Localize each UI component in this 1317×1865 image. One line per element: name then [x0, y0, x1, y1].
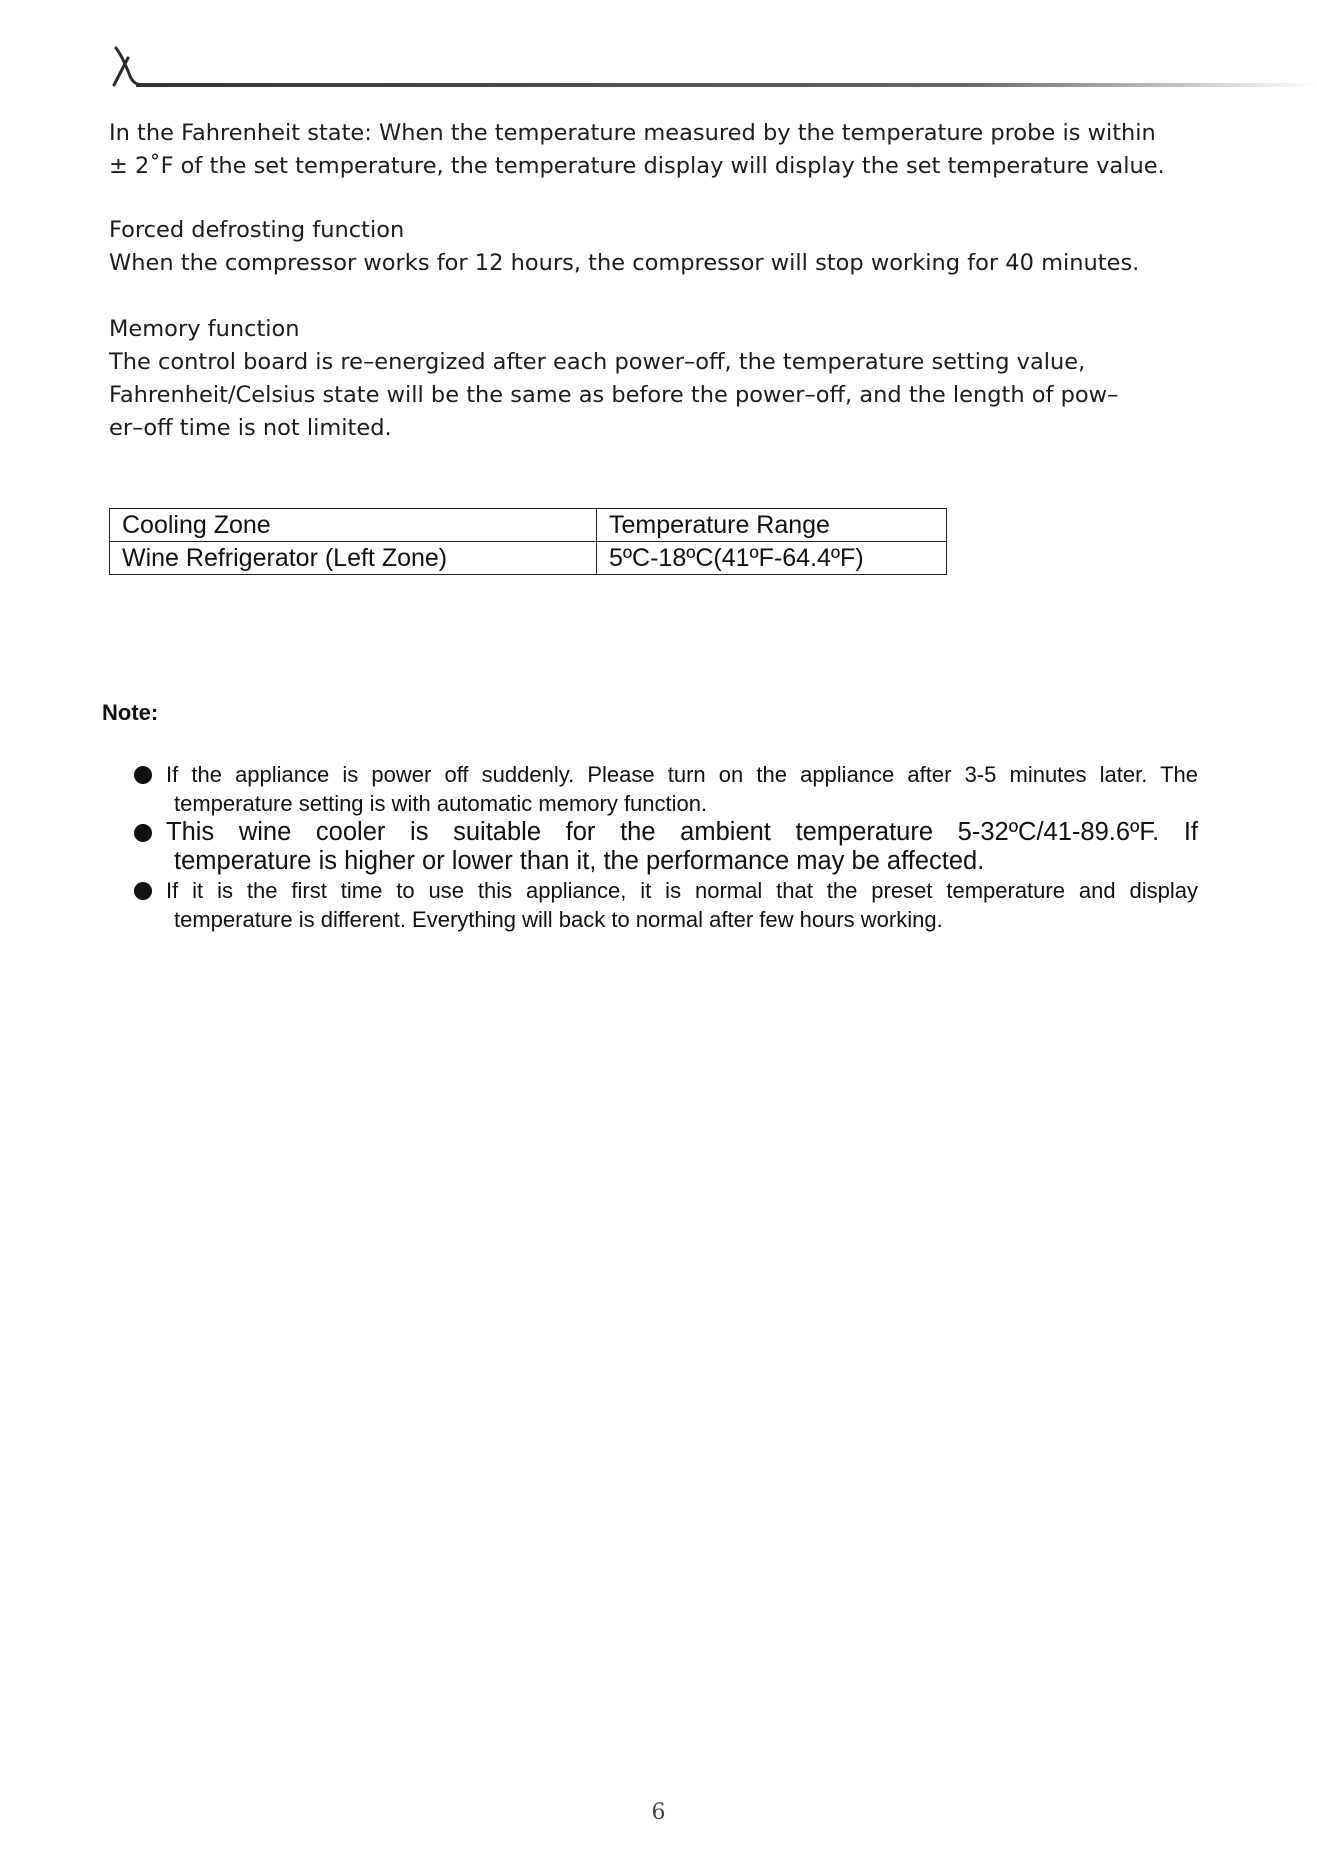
memory-line-2: Fahrenheit/Celsius state will be the same as before the power–off, and the length of pow–: [109, 382, 1119, 408]
note-3-line-2: temperature is different. Everything will back to normal after few hours working.: [174, 907, 943, 932]
defrost-title: Forced defrosting function: [109, 217, 405, 243]
fahrenheit-line-2: ± 2˚F of the set temperature, the temperature display will display the set temperature value.: [109, 153, 1165, 179]
page-number: 6: [651, 1800, 666, 1825]
list-item: [134, 818, 1198, 876]
temperature-range-table: [109, 508, 947, 575]
defrost-section: [109, 214, 1199, 280]
note-1-line-1: If the appliance is power off suddenly. Please turn on the appliance after 3-5 minutes later. The: [166, 762, 1198, 787]
note-1-line-2: temperature setting is with automatic memory function.: [174, 791, 708, 816]
note-title: Note:: [102, 700, 159, 725]
note-list: [134, 760, 1198, 934]
table-cell-range: 5ºC-18ºC(41ºF-64.4ºF): [597, 542, 947, 575]
note-3-line-1: If it is the first time to use this appliance, it is normal that the preset temperature and display: [166, 878, 1198, 903]
note-2-line-2: temperature is higher or lower than it, the performance may be affected.: [174, 847, 985, 875]
memory-section: [109, 313, 1199, 445]
brand-logo-icon: [114, 48, 144, 85]
list-item: [134, 760, 1198, 818]
table-header-cell: Cooling Zone: [110, 509, 597, 542]
memory-line-1: The control board is re–energized after each power–off, the temperature setting value,: [109, 349, 1086, 375]
table-cell-zone: Wine Refrigerator (Left Zone): [110, 542, 597, 575]
table-row: [110, 542, 947, 575]
page-header: [108, 44, 1317, 90]
bullet-icon: [134, 824, 152, 842]
bullet-icon: [134, 766, 152, 784]
fahrenheit-section: [109, 117, 1199, 183]
defrost-body: When the compressor works for 12 hours, the compressor will stop working for 40 minutes.: [109, 250, 1140, 276]
table-header-cell: Temperature Range: [597, 509, 947, 542]
note-2-line-1: This wine cooler is suitable for the ambient temperature 5-32ºC/41-89.6ºF. If: [166, 818, 1198, 846]
fahrenheit-line-1: In the Fahrenheit state: When the temperature measured by the temperature probe is within: [109, 120, 1156, 146]
memory-title: Memory function: [109, 316, 300, 342]
memory-line-3: er–off time is not limited.: [109, 415, 392, 441]
list-item: [134, 876, 1198, 934]
table-header-row: [110, 509, 947, 542]
header-rule: [108, 44, 1317, 90]
bullet-icon: [134, 882, 152, 900]
